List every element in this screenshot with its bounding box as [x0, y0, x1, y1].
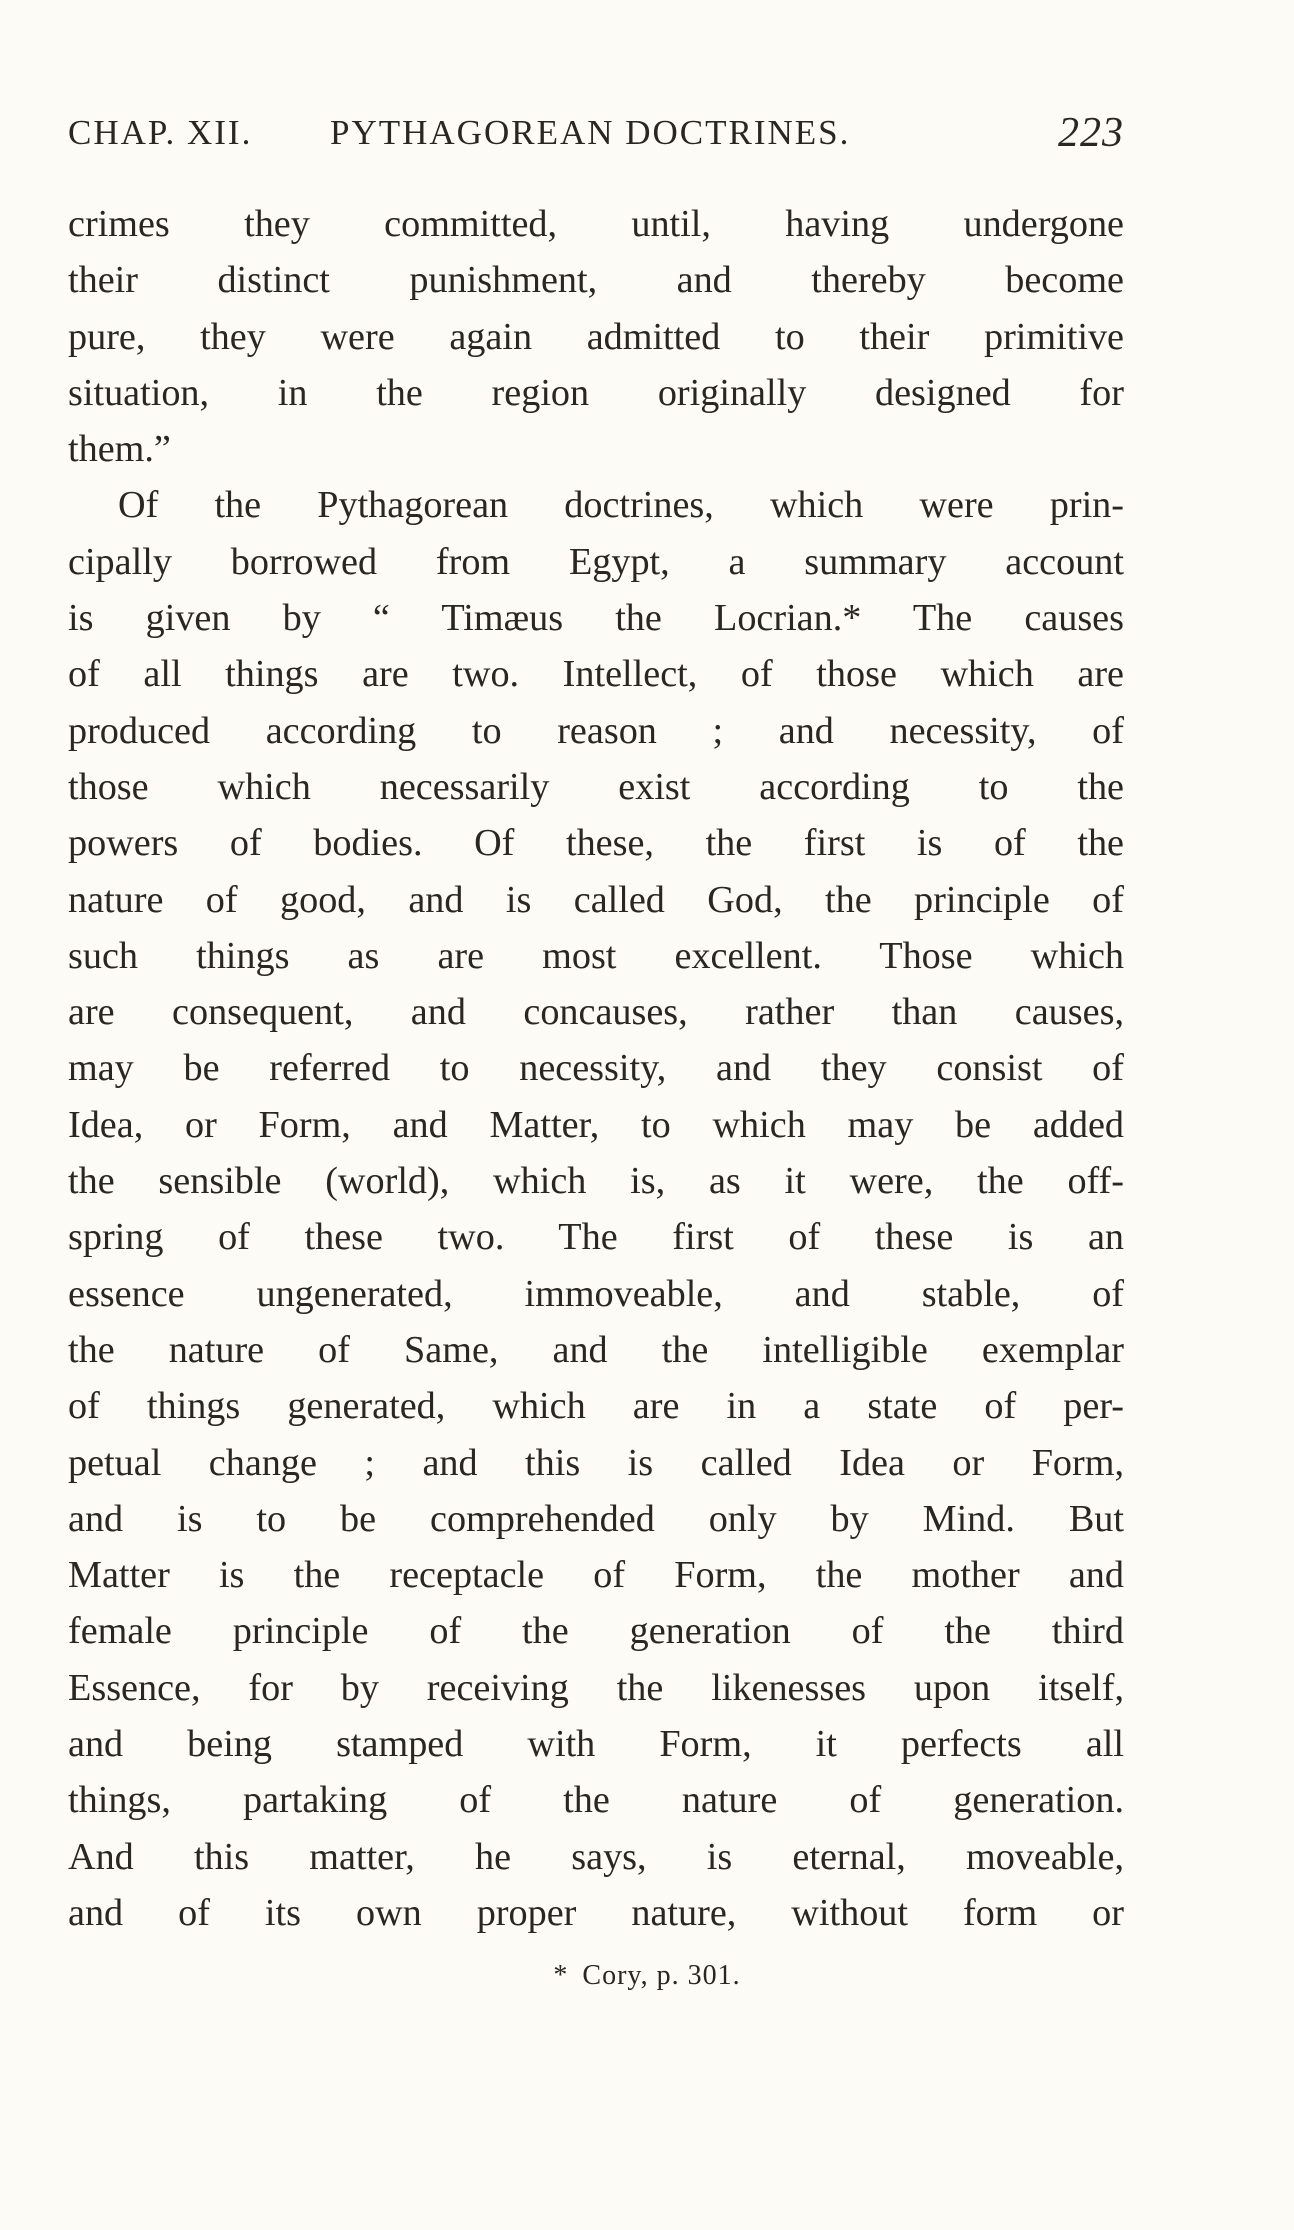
text-line: powers of bodies. Of these, the first is of the — [68, 822, 1124, 865]
text-line: produced according to reason ; and necessity, of — [68, 709, 1124, 752]
footnote-text: Cory, p. 301. — [582, 1960, 741, 1991]
body-text — [68, 196, 1124, 1941]
text-line: may be referred to necessity, and they consist of — [68, 1047, 1124, 1090]
text-line: petual change ; and this is called Idea or Form, — [68, 1441, 1124, 1484]
text-line: are consequent, and concauses, rather than causes, — [68, 991, 1124, 1034]
text-line: things, partaking of the nature of generation. — [68, 1779, 1124, 1822]
text-line: Essence, for by receiving the likenesses upon itself, — [68, 1666, 1124, 1709]
text-line: them.” — [68, 428, 171, 471]
text-line: pure, they were again admitted to their primitive — [68, 315, 1124, 358]
text-line: of all things are two. Intellect, of those which are — [68, 653, 1124, 696]
text-line: Matter is the receptacle of Form, the mother and — [68, 1554, 1124, 1597]
text-line: And this matter, he says, is eternal, moveable, — [68, 1835, 1124, 1878]
text-line: spring of these two. The first of these is an — [68, 1216, 1124, 1259]
footnote — [0, 1960, 1294, 1992]
text-line: of things generated, which are in a state of per- — [68, 1385, 1124, 1428]
text-line: situation, in the region originally designed for — [68, 371, 1124, 414]
text-line: crimes they committed, until, having undergone — [68, 203, 1124, 245]
text-line: female principle of the generation of the third — [68, 1610, 1124, 1653]
text-line: those which necessarily exist according to the — [68, 765, 1124, 808]
text-line: such things as are most excellent. Those which — [68, 934, 1124, 977]
text-line: is given by “ Timæus the Locrian.* The causes — [68, 597, 1124, 640]
text-line: and is to be comprehended only by Mind. But — [68, 1497, 1124, 1540]
text-line: their distinct punishment, and thereby become — [68, 259, 1124, 302]
text-line: Of the Pythagorean doctrines, which were prin- — [118, 484, 1124, 527]
text-line: Idea, or Form, and Matter, to which may be added — [68, 1103, 1124, 1146]
text-line: nature of good, and is called God, the principle of — [68, 878, 1124, 921]
text-line: and being stamped with Form, it perfects all — [68, 1723, 1124, 1766]
text-line: and of its own proper nature, without form or — [68, 1891, 1124, 1934]
footnote-marker: * — [553, 1960, 569, 1991]
text-line: the sensible (world), which is, as it were, the off- — [68, 1160, 1124, 1203]
running-head — [68, 108, 1124, 158]
text-line: the nature of Same, and the intelligible exemplar — [68, 1328, 1124, 1371]
chapter-label: CHAP. XII. — [68, 113, 253, 152]
text-line: cipally borrowed from Egypt, a summary account — [68, 540, 1124, 583]
text-line: essence ungenerated, immoveable, and stable, of — [68, 1272, 1124, 1315]
page-number: 223 — [1058, 110, 1124, 156]
running-title: PYTHAGOREAN DOCTRINES. — [330, 113, 851, 152]
